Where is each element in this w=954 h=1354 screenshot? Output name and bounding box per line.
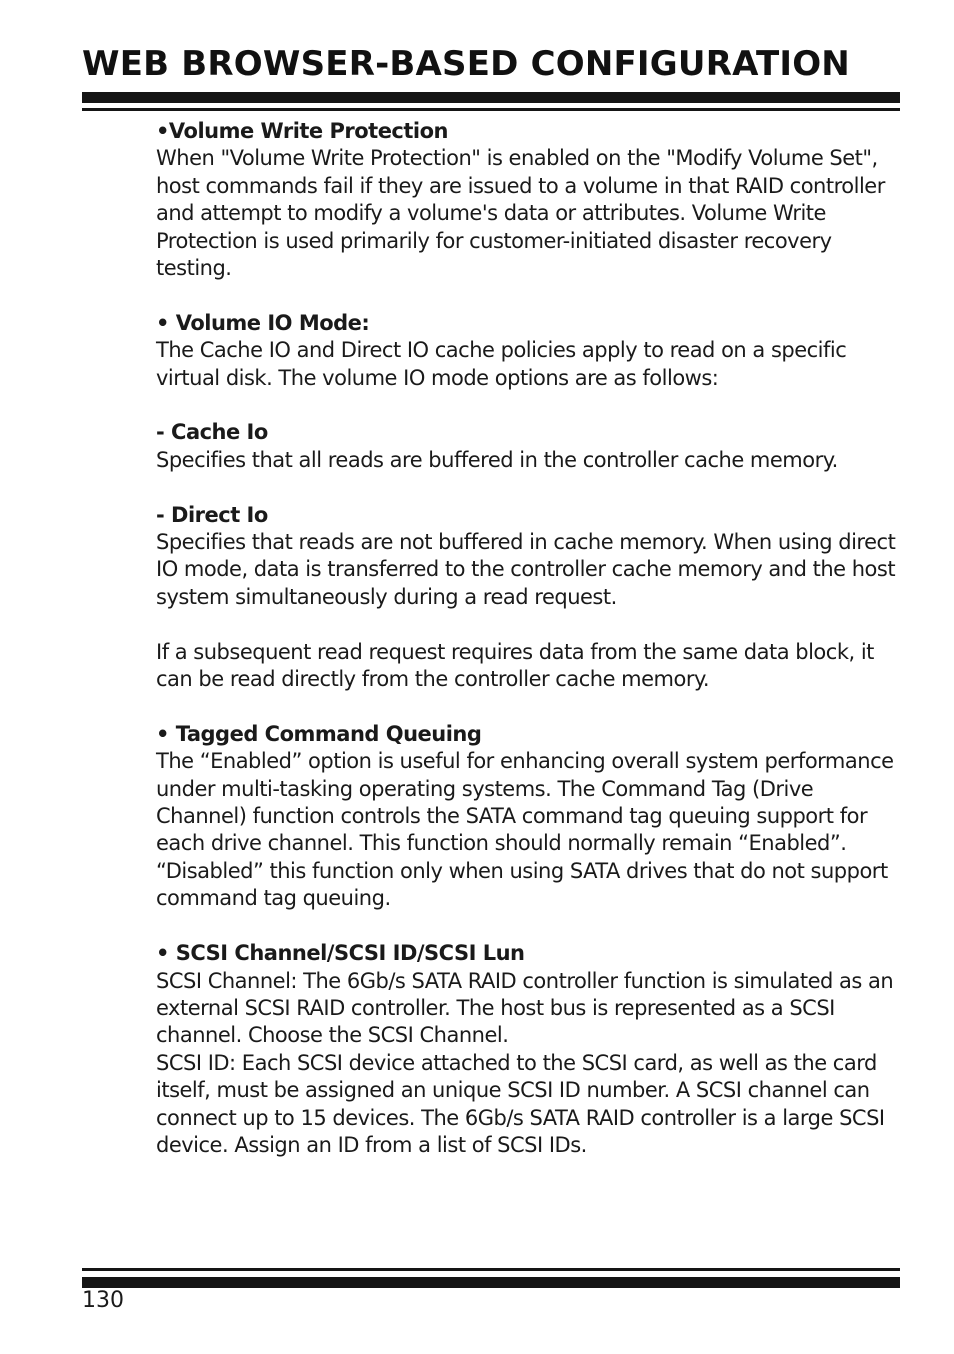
footer-rule-thin (82, 1268, 900, 1271)
body-content (156, 118, 900, 1159)
section-direct-io (156, 502, 900, 694)
header-rule-thick (82, 92, 900, 103)
section-paragraph: When "Volume Write Protection" is enabled on the "Modify Volume Set", host commands fail if they are issued to a volume in that RAID controller and attempt to modify a volume's data or attributes. Volume Write Protection is used primarily for customer-initiated disaster recovery testing. (156, 146, 885, 281)
header-rule-thin (82, 108, 900, 111)
section-heading: • Volume IO Mode: (156, 310, 370, 335)
section-heading: - Direct Io (156, 502, 268, 527)
page-number: 130 (82, 1288, 124, 1313)
section-heading: •Volume Write Protection (156, 119, 448, 143)
section-paragraph: If a subsequent read request requires data from the same data block, it can be read directly from the controller cache memory. (156, 639, 874, 692)
section-heading: • Tagged Command Queuing (156, 721, 482, 746)
section-paragraph: The “Enabled” option is useful for enhancing overall system performance under multi-tasking operating systems. The Command Tag (Drive Channel) function controls the SATA command tag queuing support for each drive channel. This function should normally remain “Enabled”. “Disabled” this function only when using SATA drives that do not support command tag queuing. (156, 749, 894, 911)
section-scsi-channel-id-lun (156, 940, 900, 1159)
section-cache-io (156, 419, 900, 474)
section-paragraph: SCSI ID: Each SCSI device attached to the SCSI card, as well as the card itself, must be assigned an unique SCSI ID number. A SCSI channel can connect up to 15 devices. The 6Gb/s SATA RAID controller is a large SCSI device. Assign an ID from a list of SCSI IDs. (156, 1050, 885, 1157)
section-volume-write-protection (156, 118, 900, 282)
section-paragraph: The Cache IO and Direct IO cache policies apply to read on a specific virtual disk. The volume IO mode options are as follows: (156, 338, 847, 390)
section-volume-io-mode (156, 310, 900, 392)
section-paragraph: SCSI Channel: The 6Gb/s SATA RAID controller function is simulated as an external SCSI RAID controller. The host bus is represented as a SCSI channel. Choose the SCSI Channel. (156, 968, 894, 1048)
section-paragraph: Specifies that reads are not buffered in cache memory. When using direct IO mode, data is transferred to the controller cache memory and the host system simultaneously during a read request. (156, 530, 896, 609)
section-heading: • SCSI Channel/SCSI ID/SCSI Lun (156, 941, 525, 966)
page-title: WEB BROWSER-BASED CONFIGURATION (82, 44, 850, 84)
footer-rule-thick (82, 1277, 900, 1288)
section-tagged-command-queuing (156, 721, 900, 913)
section-paragraph: Specifies that all reads are buffered in the controller cache memory. (156, 447, 838, 472)
section-heading: - Cache Io (156, 420, 268, 445)
